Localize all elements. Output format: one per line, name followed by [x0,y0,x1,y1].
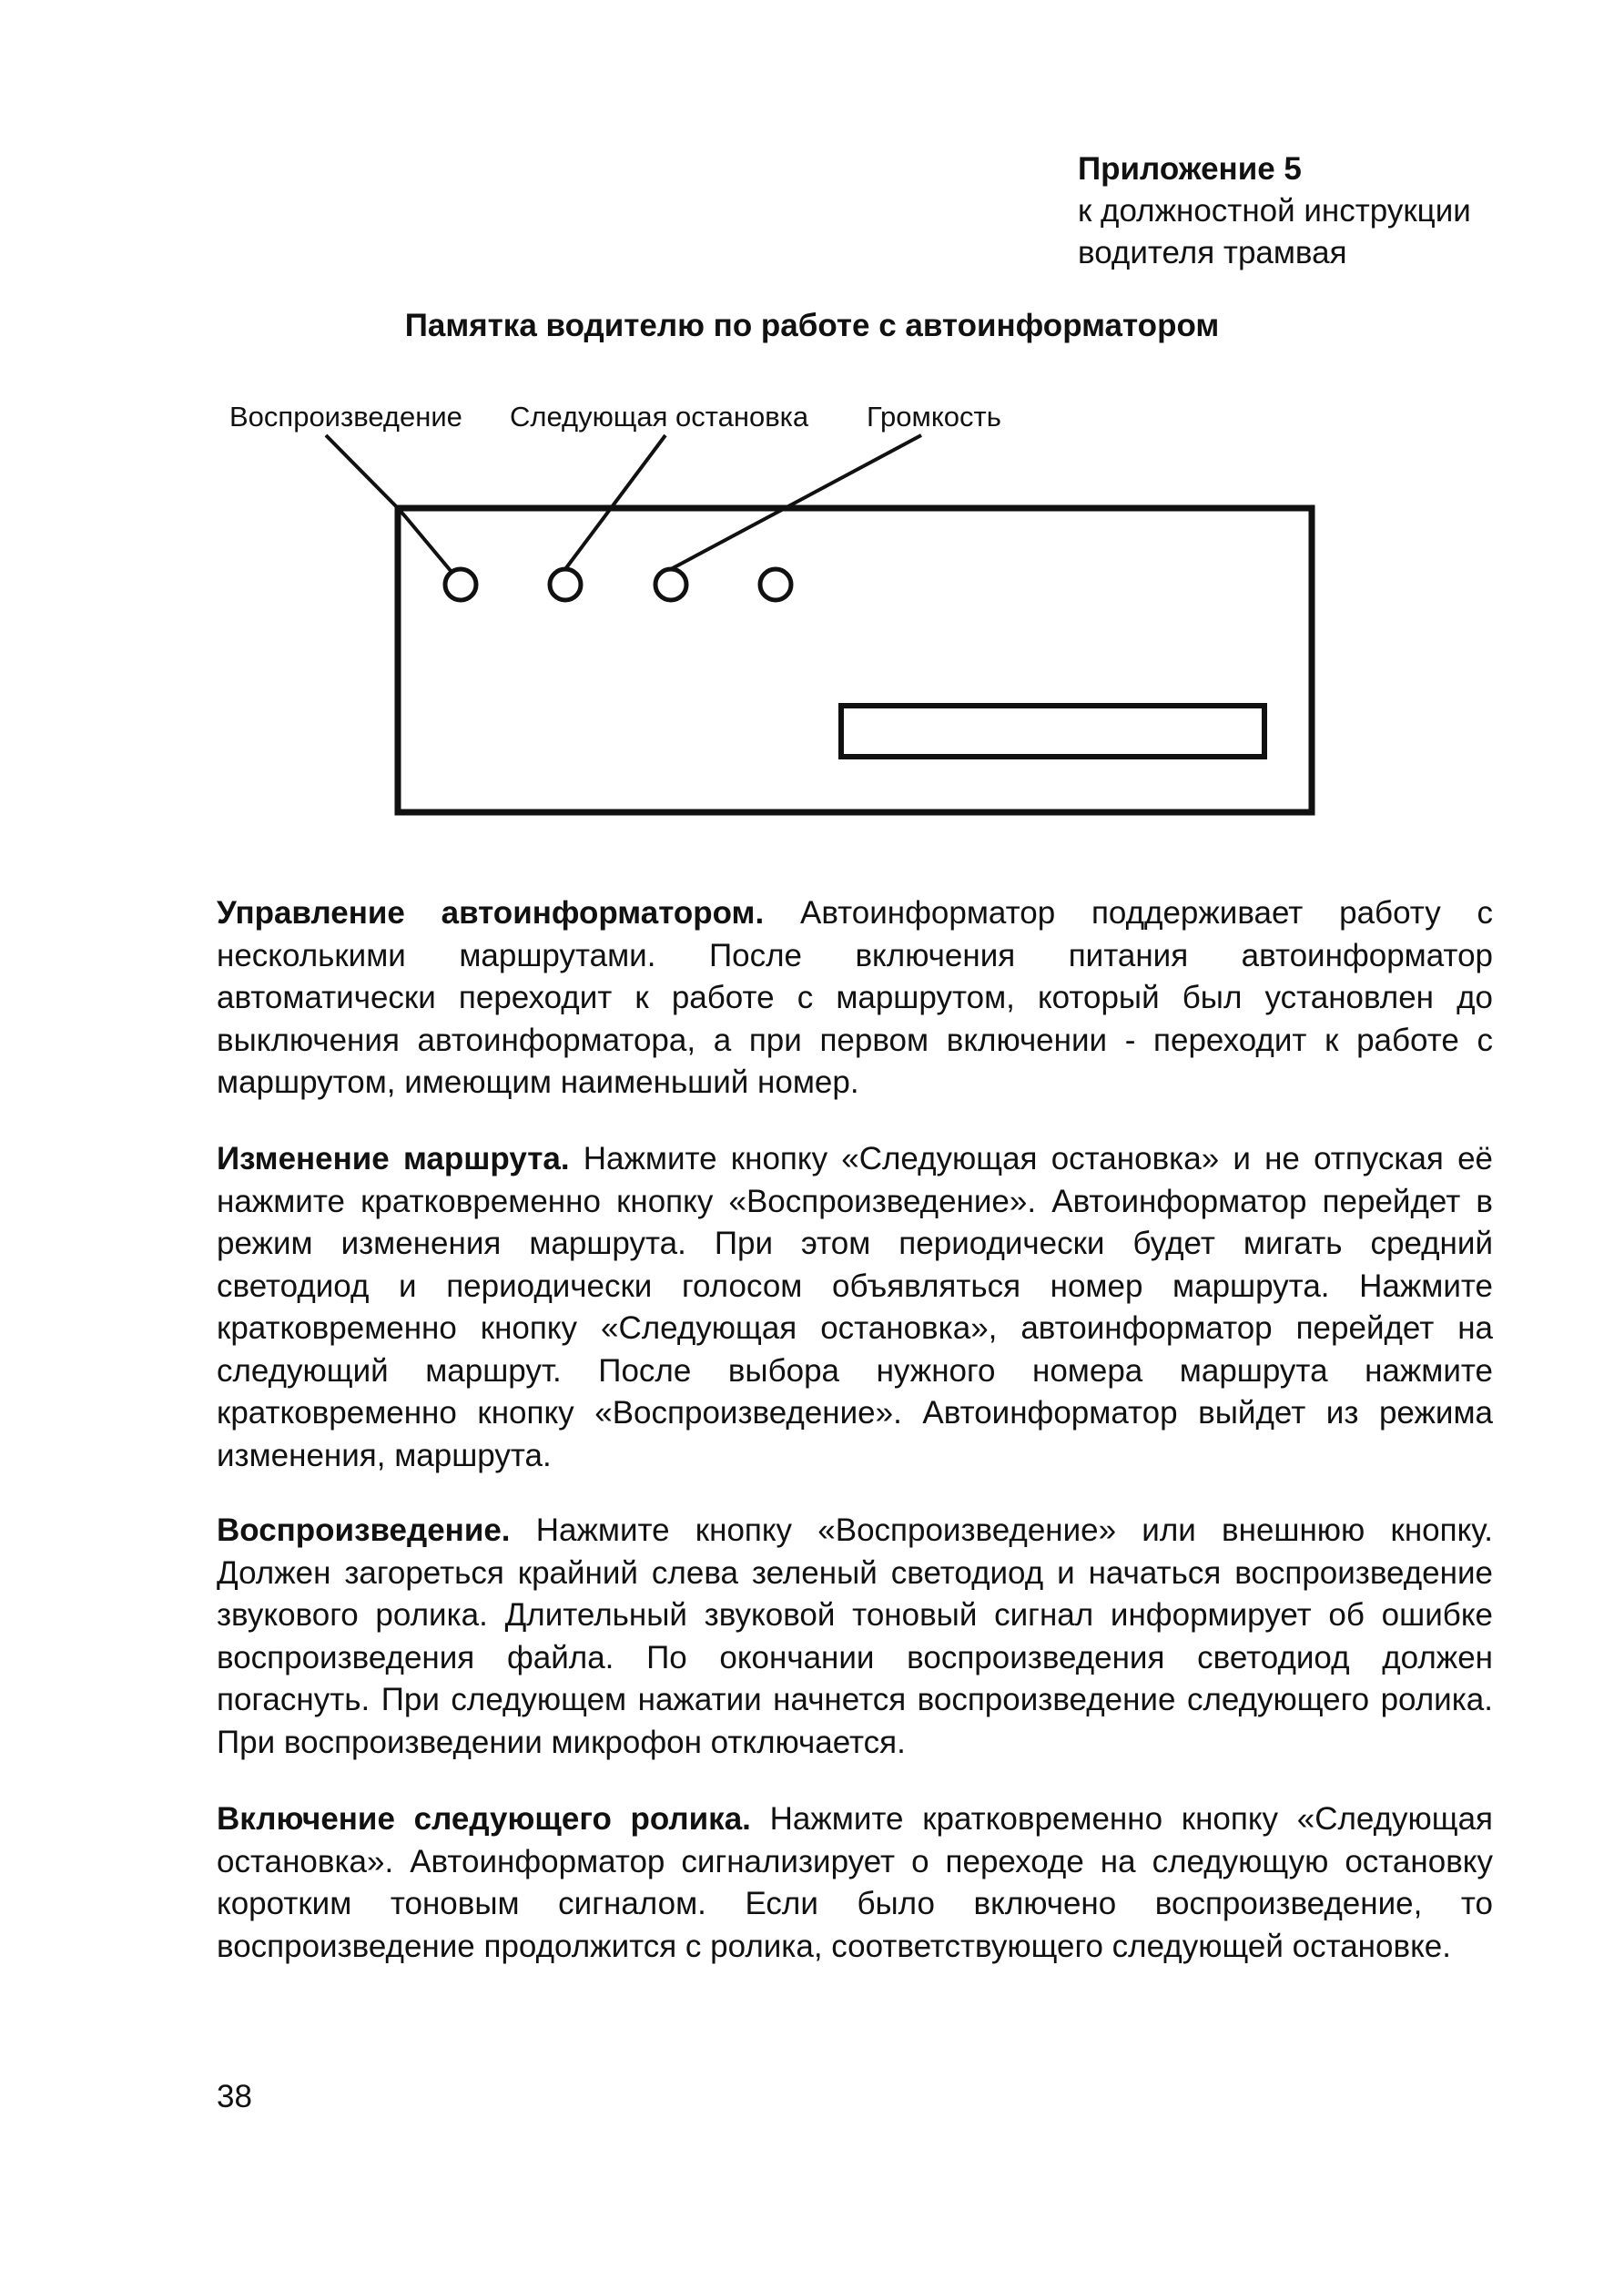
label-next-stop: Следующая остановка [510,401,809,433]
device-body [398,508,1312,812]
label-volume: Громкость [867,401,1001,433]
leader-volume [671,435,921,569]
paragraph-playback [217,1510,1493,1764]
appendix-line-2: водителя трамвая [1078,235,1347,270]
leader-playback [326,435,452,572]
display-window [841,706,1264,757]
paragraph-text: Нажмите кнопку «Воспроизведение» или внешнюю кнопку. Должен загореться крайний слева зеленый светодиод и начаться воспроизведение звукового ролика. Длительный звуковой тоновый сигнал информирует об ошибке воспроизведения файла. По окончании воспроизведения светодиод должен погаснуть. При следующем нажатии начнется воспроизведение следующего ролика. При воспроизведении микрофон отключается. [217,1512,1493,1760]
label-playback: Воспроизведение [229,401,462,433]
led-volume [655,569,686,600]
paragraph-text: Нажмите кратковременно кнопку «Следующая остановка». Автоинформатор сигнализирует о переходе на следующую остановку коротким тоновым сигналом. Если было включено воспроизведение, то воспроизведение продолжится с ролика, соответствующего следующей остановке. [217,1801,1493,1964]
led-next-stop [550,569,581,600]
appendix-number: Приложение 5 [1078,151,1302,187]
led-extra [760,569,791,600]
paragraph-text: Автоинформатор поддерживает работу с несколькими маршрутами. После включения питания автоинформатор автоматически переходит к работе с маршрутом, который был установлен до выключения автоинформатора, а при первом включении - переходит к работе с маршрутом, имеющим наименьший номер. [217,895,1493,1100]
paragraph-heading: Включение следующего ролика. [217,1801,751,1837]
paragraph-route-change [217,1138,1493,1477]
paragraph-heading: Воспроизведение. [217,1512,511,1548]
autoinformer-diagram [0,0,1624,874]
leader-next-stop [565,435,665,569]
appendix-line-1: к должностной инструкции [1078,193,1471,229]
paragraph-heading: Управление автоинформатором. [217,895,765,931]
paragraph-text: Нажмите кнопку «Следующая остановка» и не отпуская её нажмите кратковременно кнопку «Воспроизведение». Автоинформатор перейдет в режим изменения маршрута. При этом периодически будет мигать средний светодиод и периодически голосом объявляться номер маршрута. Нажмите кратковременно кнопку «Следующая остановка», автоинформатор перейдет на следующий маршрут. После выбора нужного номера маршрута нажмите кратковременно кнопку «Воспроизведение». Автоинформатор выйдет из режима изменения, маршрута. [217,1141,1493,1473]
page-number: 38 [217,2079,252,2114]
paragraph-next-clip [217,1798,1493,1968]
document-title: Памятка водителю по работе с автоинформатором [404,308,1220,343]
led-playback [445,569,476,600]
paragraph-heading: Изменение маршрута. [217,1141,570,1176]
paragraph-control [217,892,1493,1105]
